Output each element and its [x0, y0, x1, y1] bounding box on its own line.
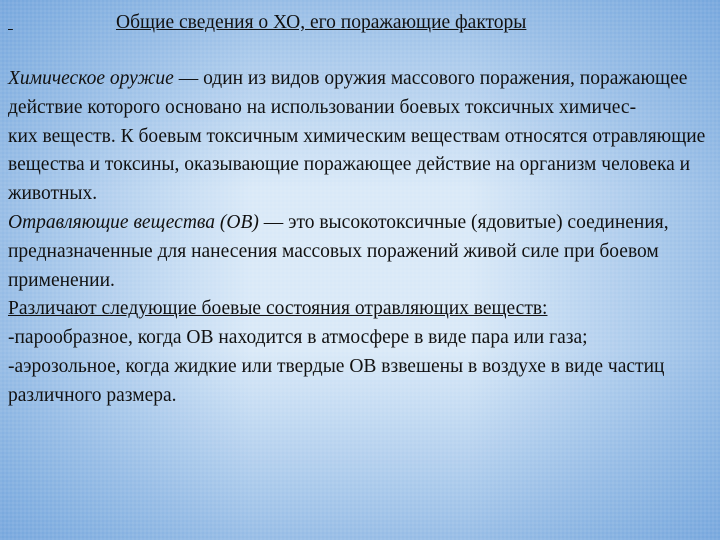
state-aerosol: -аэрозольное, когда жидкие или твердые ОВ взвешены в воздухе в виде частиц различного размера.: [8, 355, 665, 406]
title-text: Общие сведения о ХО, его поражающие факторы: [116, 12, 527, 33]
states-heading: [8, 295, 712, 324]
slide-body: [8, 65, 712, 411]
state-vapor: -парообразное, когда ОВ находится в атмосфере в виде пара или газа;: [8, 327, 588, 349]
agent-definition: — это высокотоксичные (ядовитые) соединения, предназначенные для нанесения массовых поражений живой силе при боевом применении.: [8, 211, 669, 291]
chem-weapon-paragraph-cont: ких веществ. К боевым токсичным химическим веществам относятся отравляющие вещества и токсины, оказывающие поражающее действие на организм человека и животных.: [8, 125, 706, 205]
chem-weapon-term: Химическое оружие: [8, 68, 174, 89]
states-heading-text: Различают следующие боевые состояния отравляющих веществ:: [8, 298, 548, 320]
slide-title: [8, 10, 712, 36]
agent-term: Отравляющие вещества (ОВ): [8, 211, 259, 233]
chem-weapon-definition: — один из видов оружия массового поражения, поражающее действие которого основано на использовании боевых токсичных химичес-: [8, 68, 688, 118]
title-underline-lead: [8, 10, 18, 36]
agent-paragraph: [8, 209, 712, 295]
chem-weapon-paragraph: [8, 65, 712, 123]
